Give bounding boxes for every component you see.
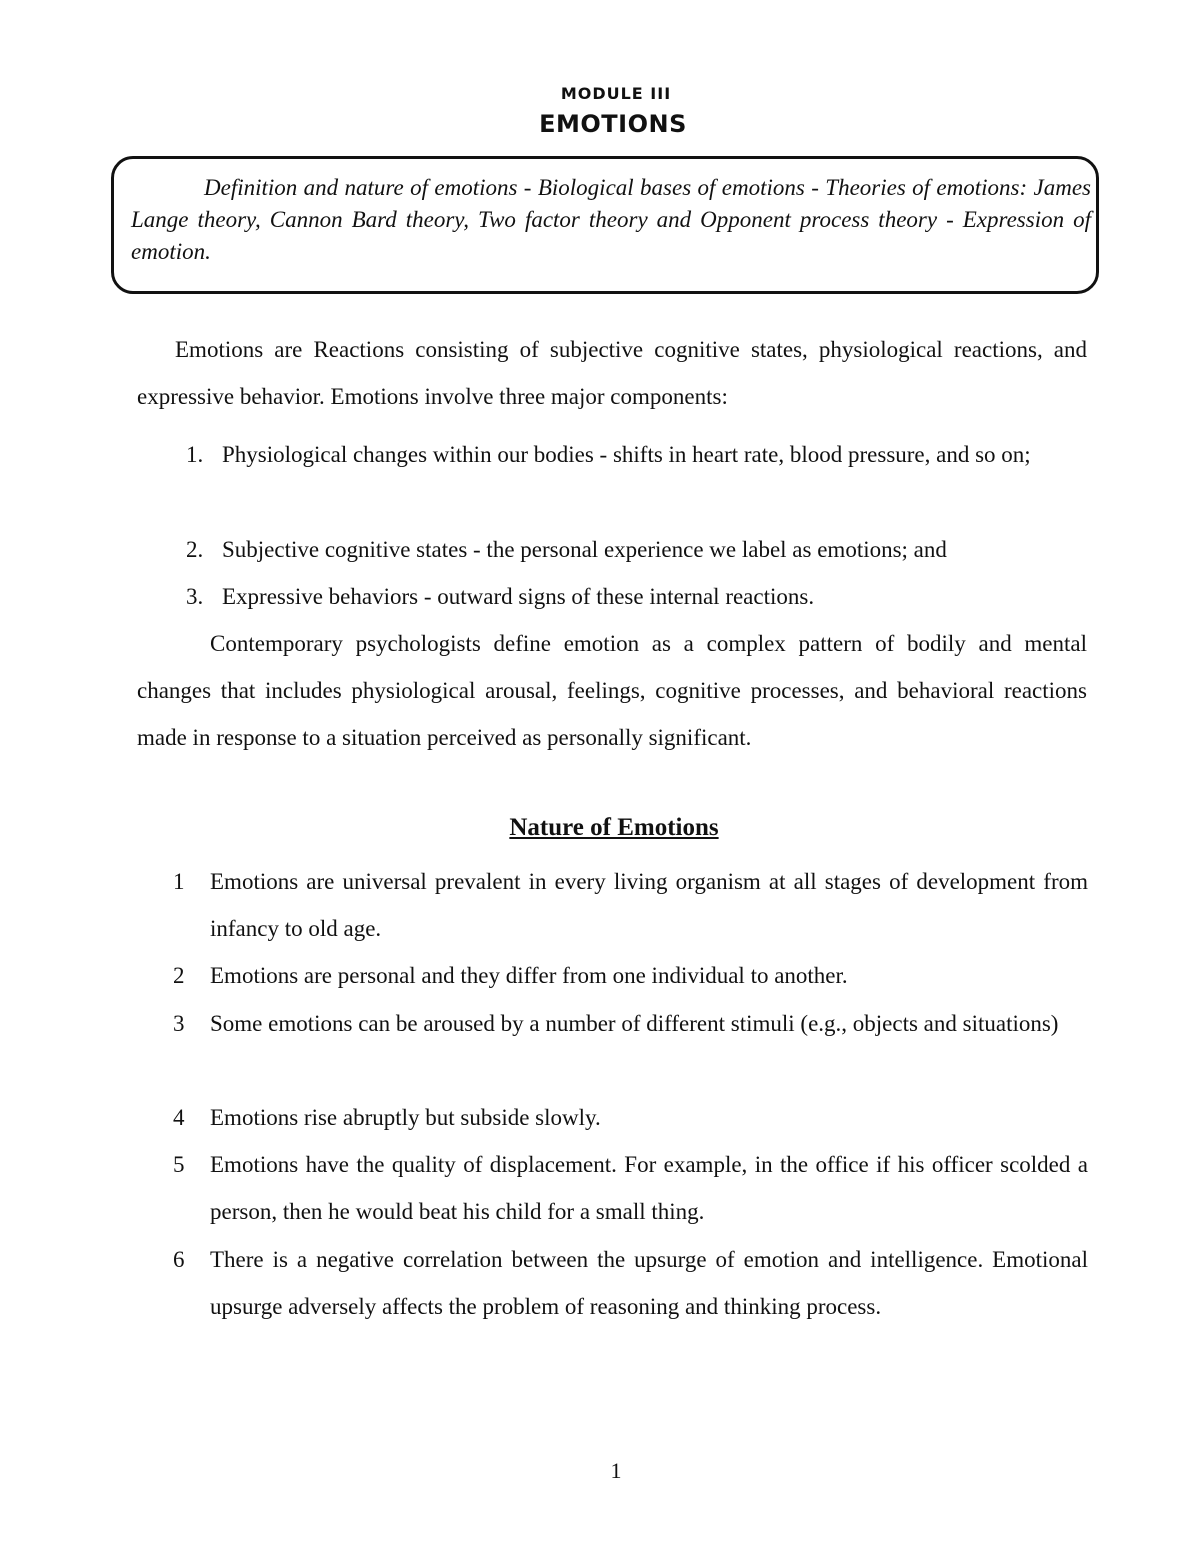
list-item-text: Emotions have the quality of displacement. For example, in the office if his officer scolded a person, then he would beat his child for a small thing. (210, 1152, 1088, 1224)
list-item-number: 2 (173, 963, 185, 988)
list-item-text: Emotions are universal prevalent in every living organism at all stages of development from infancy to old age. (210, 869, 1088, 941)
intro-paragraph: Emotions are Reactions consisting of subjective cognitive states, physiological reactions, and expressive behavior. Emotions involve three major components: (137, 337, 1087, 409)
list-item-text: Some emotions can be aroused by a number of different stimuli (e.g., objects and situations) (210, 1011, 1059, 1036)
list-item (173, 1000, 1088, 1047)
list-item-number: 2. (186, 537, 204, 562)
list-item (173, 1236, 1088, 1330)
list-item (173, 1094, 1088, 1141)
list-item (173, 952, 1088, 999)
syllabus-text: Definition and nature of emotions - Biological bases of emotions - Theories of emotions: James Lange theory, Cannon Bard theory, Two factor theory and Opponent process theory - Expression of emotion. (131, 175, 1091, 264)
list-item-number: 3. (186, 584, 204, 609)
list-item-number: 1 (173, 869, 185, 894)
list-item-number: 6 (173, 1247, 185, 1272)
list-item-text: Subjective cognitive states - the personal experience we label as emotions; and (222, 537, 947, 562)
list-item-text: Expressive behaviors - outward signs of these internal reactions. (222, 584, 815, 609)
page-number: 1 (610, 1458, 622, 1483)
list-item-text: There is a negative correlation between the upsurge of emotion and intelligence. Emotional upsurge adversely affects the problem of reasoning and thinking process. (210, 1247, 1088, 1319)
list-item-number: 5 (173, 1152, 185, 1177)
contemporary-paragraph: Contemporary psychologists define emotion as a complex pattern of bodily and mental changes that includes physiological arousal, feelings, cognitive processes, and behavioral reactions made in response to a situation perceived as personally significant. (137, 631, 1087, 750)
list-item-number: 3 (173, 1011, 185, 1036)
list-item-text: Emotions are personal and they differ from one individual to another. (210, 963, 848, 988)
list-item (173, 1141, 1088, 1235)
module-title: EMOTIONS (539, 110, 687, 138)
section-heading: Nature of Emotions (509, 814, 719, 841)
list-item (173, 858, 1088, 952)
list-item-text: Emotions rise abruptly but subside slowly. (210, 1105, 601, 1130)
list-item-text: Physiological changes within our bodies - shifts in heart rate, blood pressure, and so on; (222, 442, 1031, 467)
module-label: MODULE III (560, 84, 672, 103)
list-item-number: 4 (173, 1105, 185, 1130)
list-item-number: 1. (186, 442, 204, 467)
